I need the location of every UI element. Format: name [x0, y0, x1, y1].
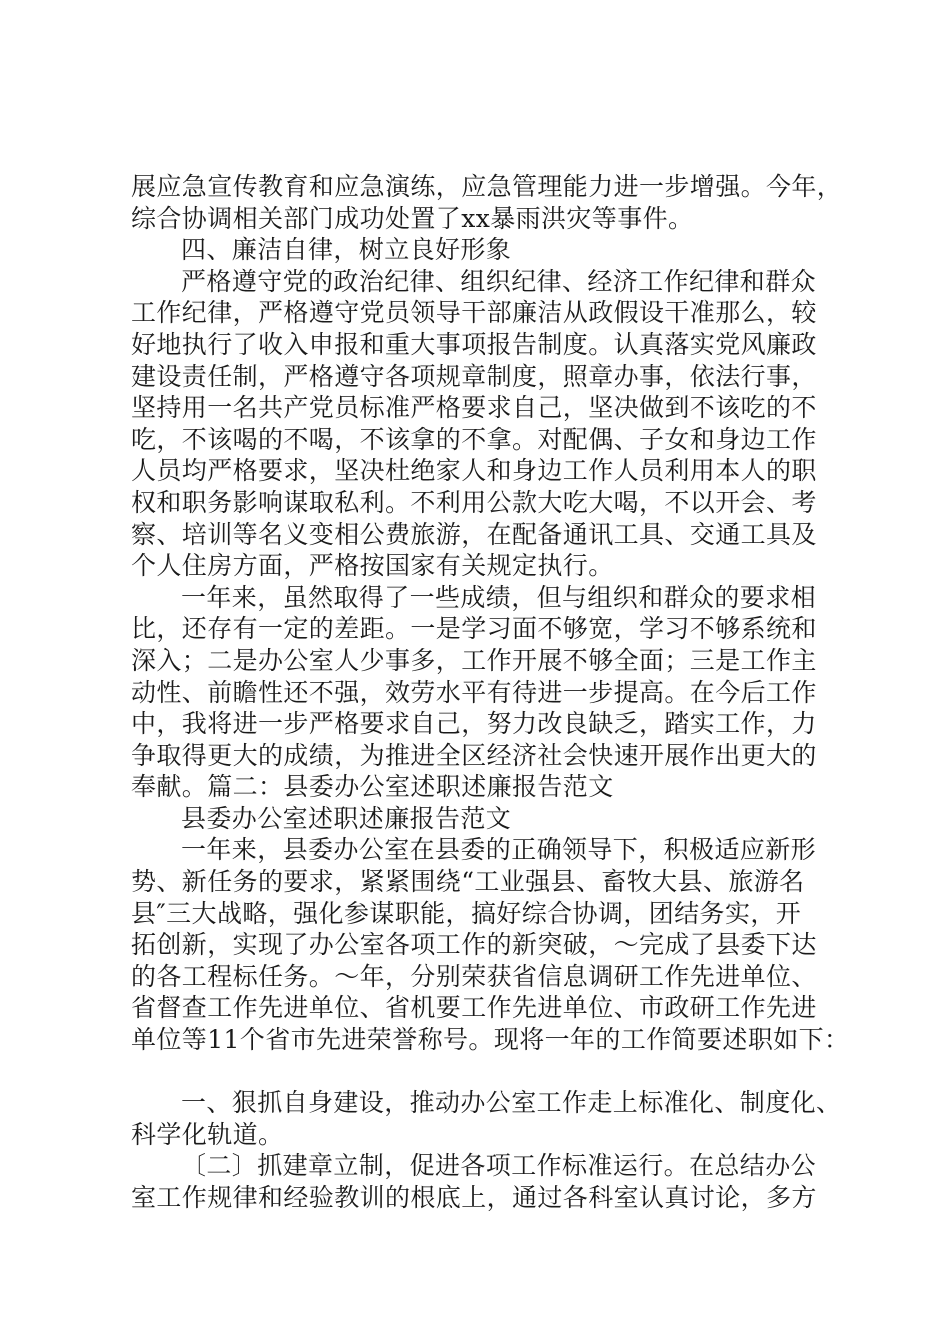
text-line: 工作纪律，严格遵守党员领导干部廉洁从政假设干准那么，较 — [131, 298, 817, 328]
text-line: 人员均严格要求，坚决杜绝家人和身边工作人员利用本人的职 — [131, 456, 817, 486]
text-line: 〔二〕抓建章立制，促进各项工作标准运行。在总结办公 — [181, 1151, 817, 1181]
text-line: 县″三大战略，强化参谋职能，搞好综合协调，团结务实，开 — [131, 898, 802, 928]
text-line: 室工作规律和经验教训的根底上，通过各科室认真讨论，多方 — [131, 1183, 817, 1212]
text-line: 好地执行了收入申报和重大事项报告制度。认真落实党风廉政 — [131, 329, 817, 359]
text-line: 的各工程标任务。～年，分别荣获省信息调研工作先进单位、 — [131, 961, 817, 991]
text-line: 展应急宣传教育和应急演练，应急管理能力进一步增强。今年， — [131, 172, 843, 201]
text-line: 深入；二是办公室人少事多，工作开展不够全面；三是工作主 — [131, 645, 817, 675]
text-line: 坚持用一名共产党员标准严格要求自己，坚决做到不该吃的不 — [131, 393, 817, 423]
text-line: 察、培训等名义变相公费旅游，在配备通讯工具、交通工具及 — [131, 519, 817, 549]
text-line: 一年来，县委办公室在县委的正确领导下，积极适应新形 — [181, 835, 817, 865]
text-line: 奉献。篇二：县委办公室述职述廉报告范文 — [131, 772, 614, 802]
blank-line — [131, 1056, 831, 1088]
text-line: 比，还存有一定的差距。一是学习面不够宽，学习不够系统和 — [131, 614, 817, 644]
text-line: 一年来，虽然取得了一些成绩，但与组织和群众的要求相 — [181, 582, 817, 612]
text-line: 权和职务影响谋取私利。不利用公款大吃大喝，不以开会、考 — [131, 487, 817, 517]
section-heading: 四、廉洁自律，树立良好形象 — [181, 235, 512, 265]
text-line: 中，我将进一步严格要求自己，努力改良缺乏，踏实工作，力 — [131, 709, 817, 739]
text-line: 科学化轨道。 — [131, 1119, 284, 1149]
text-line: 单位等11个省市先进荣誉称号。现将一年的工作简要述职如下： — [131, 1025, 850, 1055]
section-heading: 一、狠抓自身建设，推动办公室工作走上标准化、制度化、 — [181, 1088, 842, 1118]
text-line: 严格遵守党的政治纪律、组织纪律、经济工作纪律和群众 — [181, 266, 817, 296]
text-line: 动性、前瞻性还不强，效劳水平有待进一步提高。在今后工作 — [131, 677, 817, 707]
text-line: 争取得更大的成绩，为推进全区经济社会快速开展作出更大的 — [131, 740, 817, 770]
document-body — [131, 171, 850, 1214]
text-line: 省督查工作先进单位、省机要工作先进单位、市政研工作先进 — [131, 993, 817, 1023]
text-line: 综合协调相关部门成功处置了xx暴雨洪灾等事件。 — [131, 203, 694, 233]
text-line: 个人住房方面，严格按国家有关规定执行。 — [131, 551, 614, 581]
text-line: 吃，不该喝的不喝，不该拿的不拿。对配偶、子女和身边工作 — [131, 424, 817, 454]
text-line: 拓创新，实现了办公室各项工作的新突破，～完成了县委下达 — [131, 930, 817, 960]
document-title: 县委办公室述职述廉报告范文 — [181, 803, 512, 833]
text-line: 建设责任制，严格遵守各项规章制度，照章办事，依法行事， — [131, 361, 817, 391]
text-line: 势、新任务的要求，紧紧围绕“工业强县、畜牧大县、旅游名 — [131, 867, 805, 897]
